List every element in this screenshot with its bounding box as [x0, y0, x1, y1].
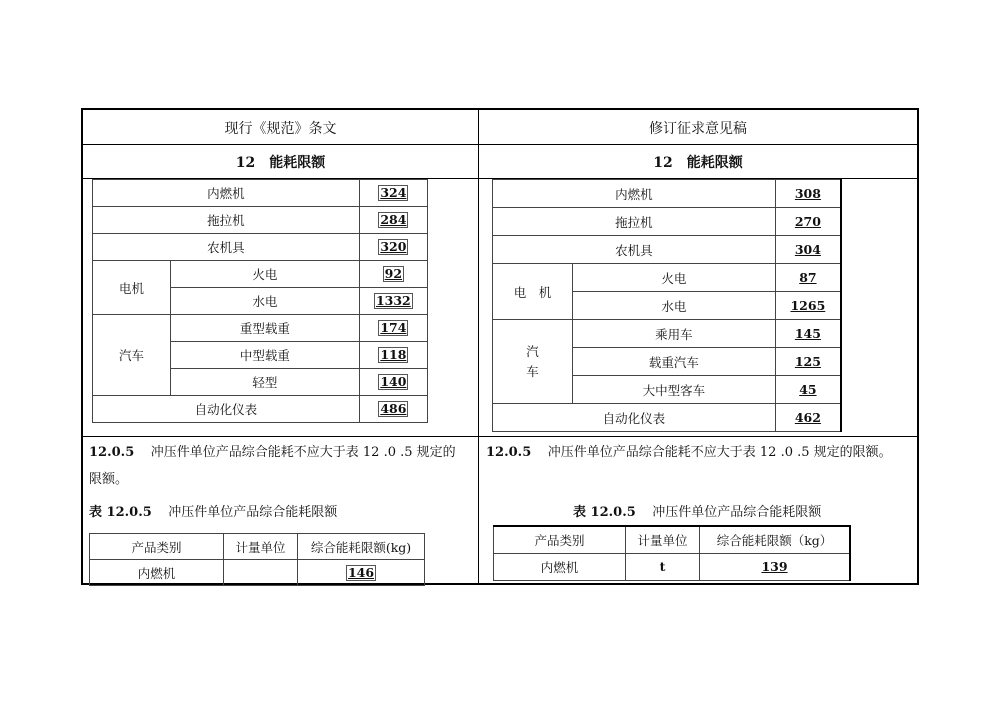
limit-value: 284: [380, 212, 407, 227]
table-row: [93, 207, 428, 234]
column-header: 产品类别: [494, 526, 626, 553]
row-category: 电机: [93, 261, 171, 315]
left-stamping-table: [89, 533, 425, 586]
left-section-title: 12 能耗限额: [235, 155, 326, 171]
row-category: 农机具: [93, 234, 360, 261]
limit-value: 1332: [375, 293, 411, 308]
table-header-row: [90, 534, 425, 560]
row-category: 自动化仪表: [93, 396, 360, 423]
row-subcategory: 乘用车: [573, 320, 776, 348]
row-subcategory: 中型载重: [171, 342, 360, 369]
table-row: [493, 180, 842, 208]
left-clause: [89, 439, 475, 493]
row-category: 内燃机: [494, 553, 626, 580]
row-category: 汽车: [93, 315, 171, 396]
row-unit: t: [626, 553, 700, 580]
limit-value: 308: [794, 186, 821, 201]
right-clause: [486, 439, 916, 466]
column-header: 综合能耗限额(kg): [298, 534, 425, 560]
right-table-caption: [573, 501, 821, 520]
clause-text: 冲压件单位产品综合能耗不应大于表 12 .0 .5 规定的: [150, 445, 456, 460]
table-row: [493, 320, 842, 348]
row-category: 内燃机: [493, 180, 776, 208]
left-energy-table: [92, 179, 428, 423]
clause-text: 冲压件单位产品综合能耗不应大于表 12 .0 .5 规定的限额。: [547, 445, 892, 460]
limit-value: 320: [380, 239, 407, 254]
limit-value: 139: [761, 559, 788, 574]
limit-value: 462: [794, 410, 821, 425]
table-row: [93, 315, 428, 342]
row-subcategory: 水电: [171, 288, 360, 315]
row-subcategory: 载重汽车: [573, 348, 776, 376]
table-row: [493, 264, 842, 292]
table-row: [493, 236, 842, 264]
caption-number: 表 12.0.5: [573, 505, 636, 520]
row-subcategory: 水电: [573, 292, 776, 320]
limit-value: 45: [799, 382, 817, 397]
table-row: [90, 560, 425, 586]
row-category: 汽车: [493, 320, 573, 404]
row-category: 拖拉机: [93, 207, 360, 234]
table-row: [93, 234, 428, 261]
right-energy-table: [492, 179, 842, 432]
column-header: 综合能耗限额（kg）: [700, 526, 851, 553]
table-row: [493, 404, 842, 432]
limit-value: 87: [799, 270, 817, 285]
row-subcategory: 轻型: [171, 369, 360, 396]
limit-value: 140: [380, 374, 407, 389]
table-row: [494, 553, 851, 580]
limit-value: 304: [794, 242, 821, 257]
table-row: [493, 208, 842, 236]
limit-value: 486: [380, 401, 407, 416]
table-row: [93, 180, 428, 207]
limit-value: 125: [794, 354, 821, 369]
row-category: 内燃机: [93, 180, 360, 207]
caption-number: 表 12.0.5: [89, 505, 152, 520]
caption-text: 冲压件单位产品综合能耗限额: [652, 505, 822, 520]
table-header-row: [494, 526, 851, 553]
right-stamping-table: [493, 525, 851, 581]
limit-value: 270: [794, 214, 821, 229]
row-subcategory: 火电: [573, 264, 776, 292]
limit-value: 174: [380, 320, 407, 335]
row-subcategory: 重型载重: [171, 315, 360, 342]
column-header: 产品类别: [90, 534, 224, 560]
right-column-title: 修订征求意见稿: [649, 121, 747, 137]
row-category: 电 机: [493, 264, 573, 320]
right-section-title: 12 能耗限额: [653, 155, 743, 171]
row-subcategory: 火电: [171, 261, 360, 288]
row-category: 内燃机: [90, 560, 224, 586]
header-divider: [83, 144, 917, 145]
caption-text: 冲压件单位产品综合能耗限额: [168, 505, 338, 520]
left-column-title: 现行《规范》条文: [224, 121, 337, 137]
clause-number: 12.0.5: [89, 445, 135, 460]
row-category: 拖拉机: [493, 208, 776, 236]
row-category: 农机具: [493, 236, 776, 264]
limit-value: 1265: [790, 298, 826, 313]
clause-divider: [83, 436, 917, 437]
left-table-caption: [89, 501, 337, 520]
row-subcategory: 大中型客车: [573, 376, 776, 404]
comparison-frame: [81, 108, 919, 585]
clause-number: 12.0.5: [486, 445, 532, 460]
limit-value: 146: [347, 564, 375, 580]
row-unit: [224, 560, 298, 586]
limit-value: 324: [380, 185, 407, 200]
table-row: [93, 261, 428, 288]
column-header: 计量单位: [626, 526, 700, 553]
limit-value: 145: [794, 326, 821, 341]
row-category: 自动化仪表: [493, 404, 776, 432]
column-divider: [478, 110, 479, 583]
limit-value: 118: [380, 347, 407, 362]
limit-value: 92: [384, 266, 403, 281]
clause-text-continued: 限额。: [89, 472, 129, 487]
column-header: 计量单位: [224, 534, 298, 560]
table-row: [93, 396, 428, 423]
